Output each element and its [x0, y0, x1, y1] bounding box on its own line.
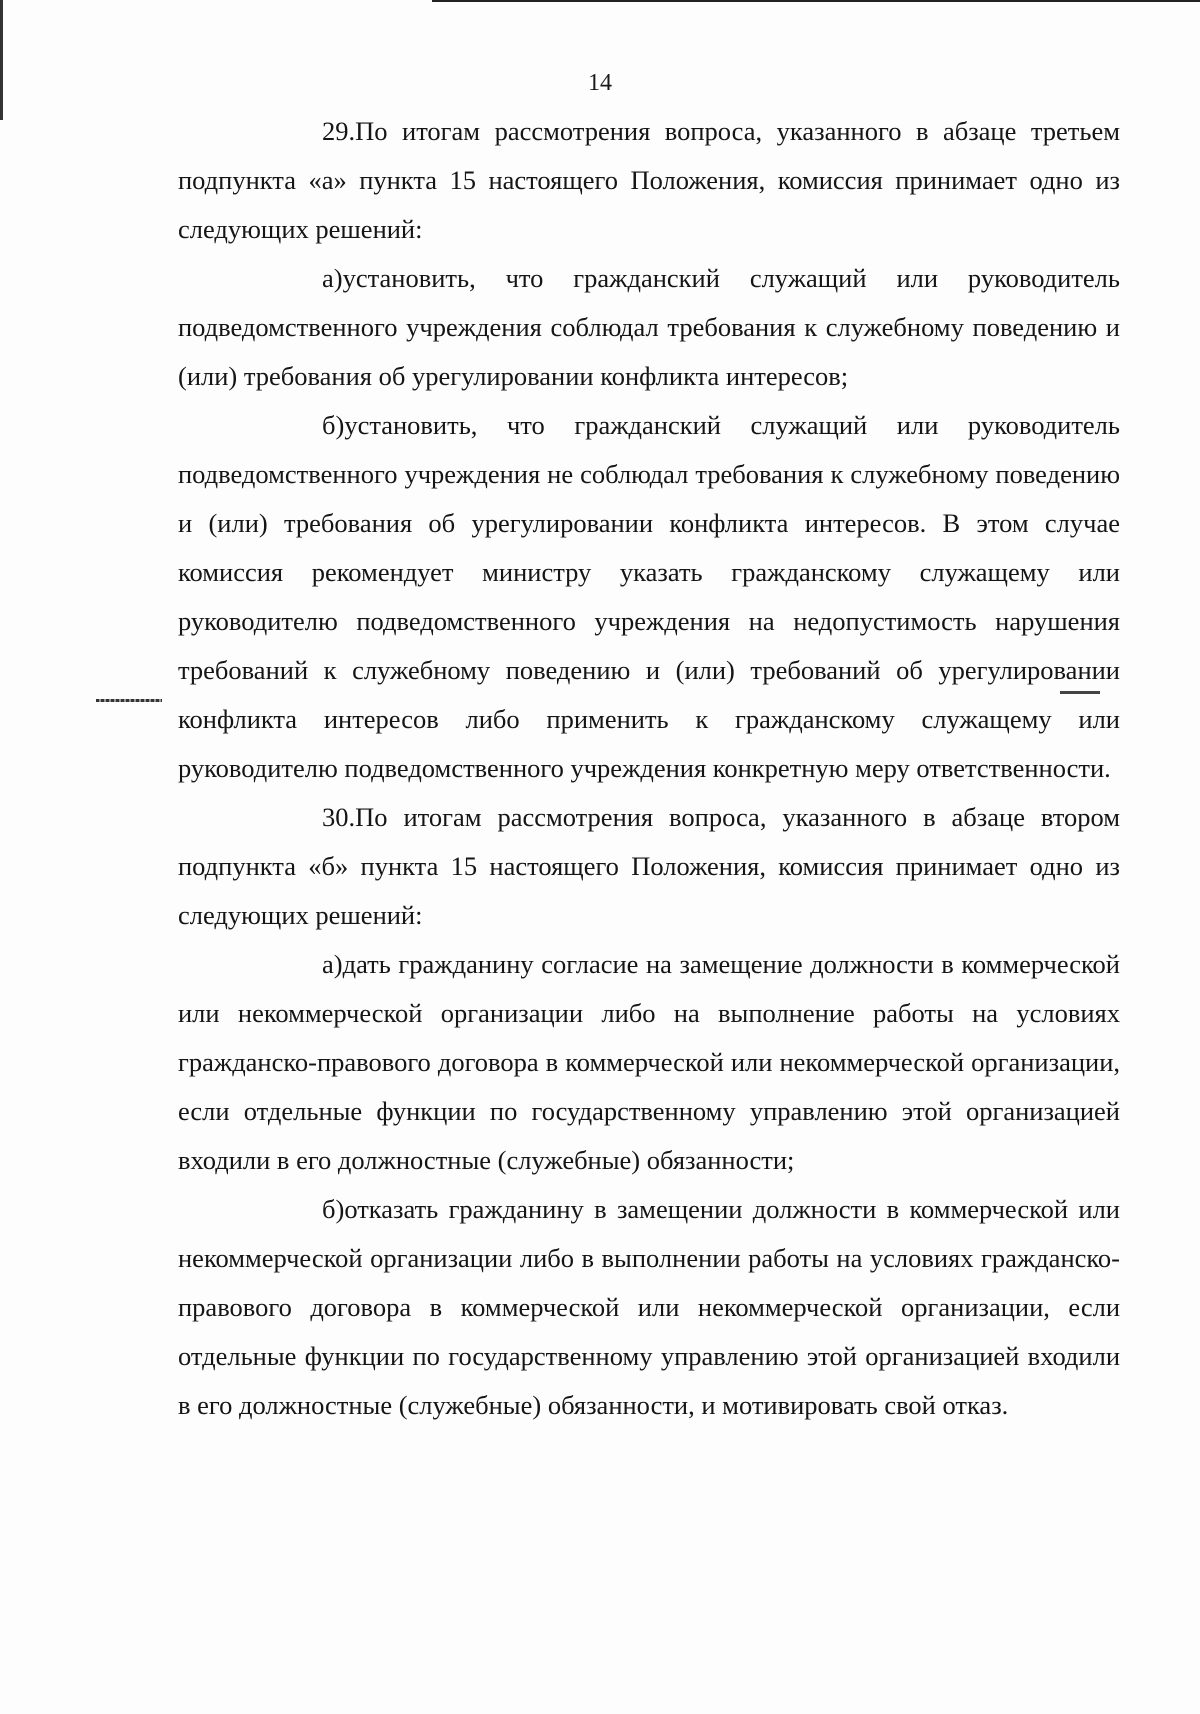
paragraph-30 — [178, 793, 1120, 940]
paragraph-29-a — [178, 254, 1120, 401]
paragraph-text: установить, что гражданский служащий или руководитель подведомственного учреждения соблюдал требования к служебному поведению и (или) требования об урегулировании конфликта интересов; — [178, 263, 1120, 391]
scan-top-edge — [432, 0, 1200, 2]
paragraph-label: а) — [322, 949, 343, 979]
paragraph-text: По итогам рассмотрения вопроса, указанного в абзаце третьем подпункта «а» пункта 15 настоящего Положения, комиссия принимает одно из следующих решений: — [178, 116, 1120, 244]
scan-left-edge — [0, 0, 3, 120]
paragraph-29-b — [178, 401, 1120, 793]
paragraph-label: б) — [322, 410, 345, 440]
paragraph-label: б) — [322, 1194, 345, 1224]
page-number: 14 — [588, 70, 612, 96]
paragraph-text: отказать гражданину в замещении должности в коммерческой или некоммерческой организации либо в выполнении работы на условиях гражданско-правового договора в коммерческой или некоммерческой организации, если отдельные функции по государственному управлению этой организацией входили в его должностные (служебные) обязанности, и мотивировать свой отказ. — [178, 1194, 1120, 1420]
paragraph-text: дать гражданину согласие на замещение должности в коммерческой или некоммерческой организации либо на выполнение работы на условиях гражданско-правового договора в коммерческой или некоммерческой организации, если отдельные функции по государственному управлению этой организацией входили в его должностные (служебные) обязанности; — [178, 949, 1120, 1175]
paragraph-text: установить, что гражданский служащий или руководитель подведомственного учреждения не соблюдал требования к служебному поведению и (или) требования об урегулировании конфликта интересов. В этом случае комиссия рекомендует министру указать гражданскому служащему или руководителю подведомственного учреждения на недопустимость нарушения требований к служебному поведению и (или) требований об урегулировании конфликта интересов либо применить к гражданскому служащему или руководителю подведомственного учреждения конкретную меру ответственности. — [178, 410, 1120, 783]
paragraph-30-b — [178, 1185, 1120, 1430]
paragraph-label: 30. — [322, 802, 356, 832]
paragraph-29 — [178, 107, 1120, 254]
document-body — [178, 107, 1120, 1430]
paragraph-30-a — [178, 940, 1120, 1185]
paragraph-text: По итогам рассмотрения вопроса, указанного в абзаце втором подпункта «б» пункта 15 настоящего Положения, комиссия принимает одно из следующих решений: — [178, 802, 1120, 930]
scan-artifact — [96, 699, 162, 702]
paragraph-label: 29. — [322, 116, 356, 146]
paragraph-label: а) — [322, 263, 343, 293]
